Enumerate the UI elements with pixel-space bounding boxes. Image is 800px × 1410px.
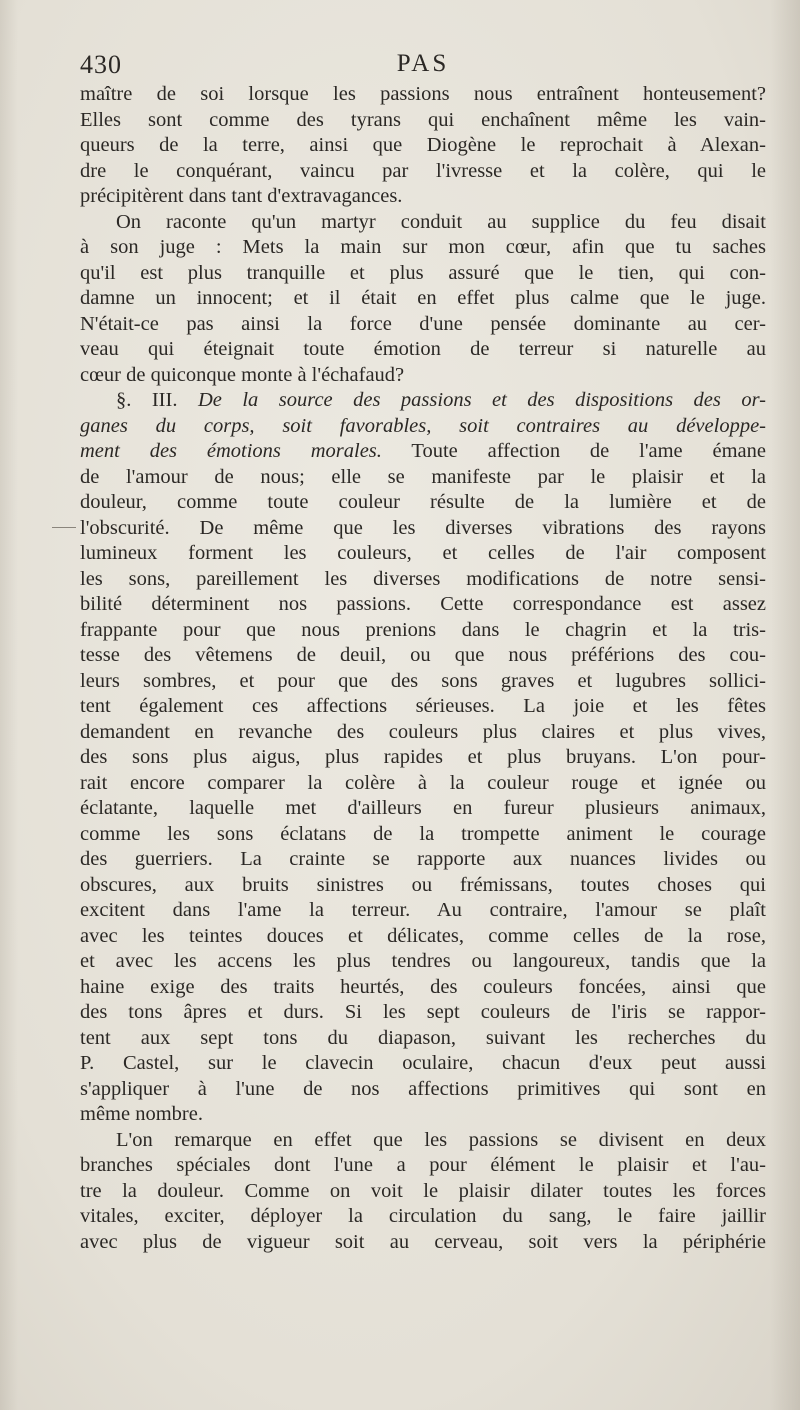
text-line: damne un innocent; et il était en effet plus calme que le juge. <box>80 287 766 309</box>
text-line: obscures, aux bruits sinistres ou frémissans, toutes choses qui <box>80 873 766 896</box>
text-line: des sons plus aigus, plus rapides et plus bruyans. L'on pour- <box>80 746 766 768</box>
page-header <box>80 50 766 82</box>
section-heading-line <box>80 439 766 465</box>
text-line: tent également ces affections sérieuses. La joie et les fêtes <box>80 695 766 717</box>
text-line: maître de soi lorsque les passions nous entraînent honteusement? <box>80 83 766 105</box>
text-line: des tons âpres et durs. Si les sept couleurs de l'iris se rappor- <box>80 1001 766 1023</box>
text-line: qu'il est plus tranquille et plus assuré que le tien, qui con- <box>80 261 766 284</box>
section-heading: De la source des passions et des dispositions des or- <box>197 389 766 411</box>
text-line: bilité déterminent nos passions. Cette correspondance est assez <box>80 593 766 615</box>
text-line: N'était-ce pas ainsi la force d'une pensée dominante au cer- <box>80 312 766 335</box>
text-line: P. Castel, sur le clavecin oculaire, chacun d'eux peut aussi <box>80 1052 766 1074</box>
text-line: précipitèrent dans tant d'extravagances. <box>80 185 403 207</box>
text-line: L'on remarque en effet que les passions se divisent en deux <box>116 1128 766 1151</box>
text-line: haine exige des traits heurtés, des couleurs foncées, ainsi que <box>80 975 766 998</box>
text-line: de l'amour de nous; elle se manifeste par le plaisir et la <box>80 465 766 488</box>
section-text-start: Toute affection de l'ame émane <box>411 440 766 462</box>
paragraph <box>80 82 766 210</box>
page-edge-shadow <box>770 0 800 1410</box>
text-line: avec les teintes douces et délicates, comme celles de la rose, <box>80 924 766 947</box>
section-paragraph <box>80 388 766 1128</box>
text-line: même nombre. <box>80 1103 203 1125</box>
text-line: Elles sont comme des tyrans qui enchaînent même les vain- <box>80 108 766 131</box>
text-line: vitales, exciter, déployer la circulation du sang, le faire jaillir <box>80 1205 766 1227</box>
text-line: avec plus de vigueur soit au cerveau, soit vers la périphérie <box>80 1230 766 1253</box>
paragraph <box>80 210 766 389</box>
section-heading-line: ganes du corps, soit favorables, soit contraires au développe- <box>80 414 766 437</box>
text-line: à son juge : Mets la main sur mon cœur, afin que tu saches <box>80 236 766 258</box>
body-text <box>80 82 766 1255</box>
text-line: s'appliquer à l'une de nos affections primitives qui sont en <box>80 1077 766 1100</box>
text-line: comme les sons éclatans de la trompette animent le courage <box>80 822 766 845</box>
text-line: et avec les accens les plus tendres ou langoureux, tandis que la <box>80 950 766 972</box>
section-mark: §. III. <box>116 389 178 411</box>
text-line: rait encore comparer la colère à la couleur rouge et ignée ou <box>80 771 766 794</box>
text-line: tre la douleur. Comme on voit le plaisir dilater toutes les forces <box>80 1179 766 1202</box>
text-line: des guerriers. La crainte se rapporte aux nuances livides ou <box>80 848 766 870</box>
margin-mark <box>52 527 76 528</box>
section-heading-end: ment des émotions morales. <box>80 440 382 462</box>
text-line: veau qui éteignait toute émotion de terreur si naturelle au <box>80 338 766 360</box>
text-line: éclatante, laquelle met d'ailleurs en fureur plusieurs animaux, <box>80 797 766 819</box>
text-line: dre le conquérant, vaincu par l'ivresse et la colère, qui le <box>80 159 766 182</box>
text-line: lumineux forment les couleurs, et celles de l'air composent <box>80 542 766 564</box>
binding-shadow <box>0 0 18 1410</box>
text-line: frappante pour que nous prenions dans le chagrin et la tris- <box>80 618 766 641</box>
section-heading-line <box>80 388 766 414</box>
text-line: demandent en revanche des couleurs plus claires et plus vives, <box>80 720 766 743</box>
running-head: PAS <box>396 50 450 77</box>
text-line: cœur de quiconque monte à l'échafaud? <box>80 363 405 386</box>
text-line: excitent dans l'ame la terreur. Au contraire, l'amour se plaît <box>80 899 766 921</box>
text-line: leurs sombres, et pour que des sons graves et lugubres sollici- <box>80 669 766 692</box>
text-line: l'obscurité. De même que les diverses vibrations des rayons <box>80 516 766 539</box>
text-line: les sons, pareillement les diverses modifications de notre sensi- <box>80 567 766 590</box>
text-line: queurs de la terre, ainsi que Diogène le reprochait à Alexan- <box>80 134 766 156</box>
text-line: tesse des vêtemens de deuil, ou que nous préférions des cou- <box>80 644 766 666</box>
text-line: tent aux sept tons du diapason, suivant les recherches du <box>80 1026 766 1049</box>
paragraph <box>80 1128 766 1256</box>
text-line: On raconte qu'un martyr conduit au supplice du feu disait <box>116 210 766 233</box>
page-number: 430 <box>80 50 122 79</box>
text-line: douleur, comme toute couleur résulte de la lumière et de <box>80 491 766 513</box>
text-line: branches spéciales dont l'une a pour élément le plaisir et l'au- <box>80 1154 766 1176</box>
